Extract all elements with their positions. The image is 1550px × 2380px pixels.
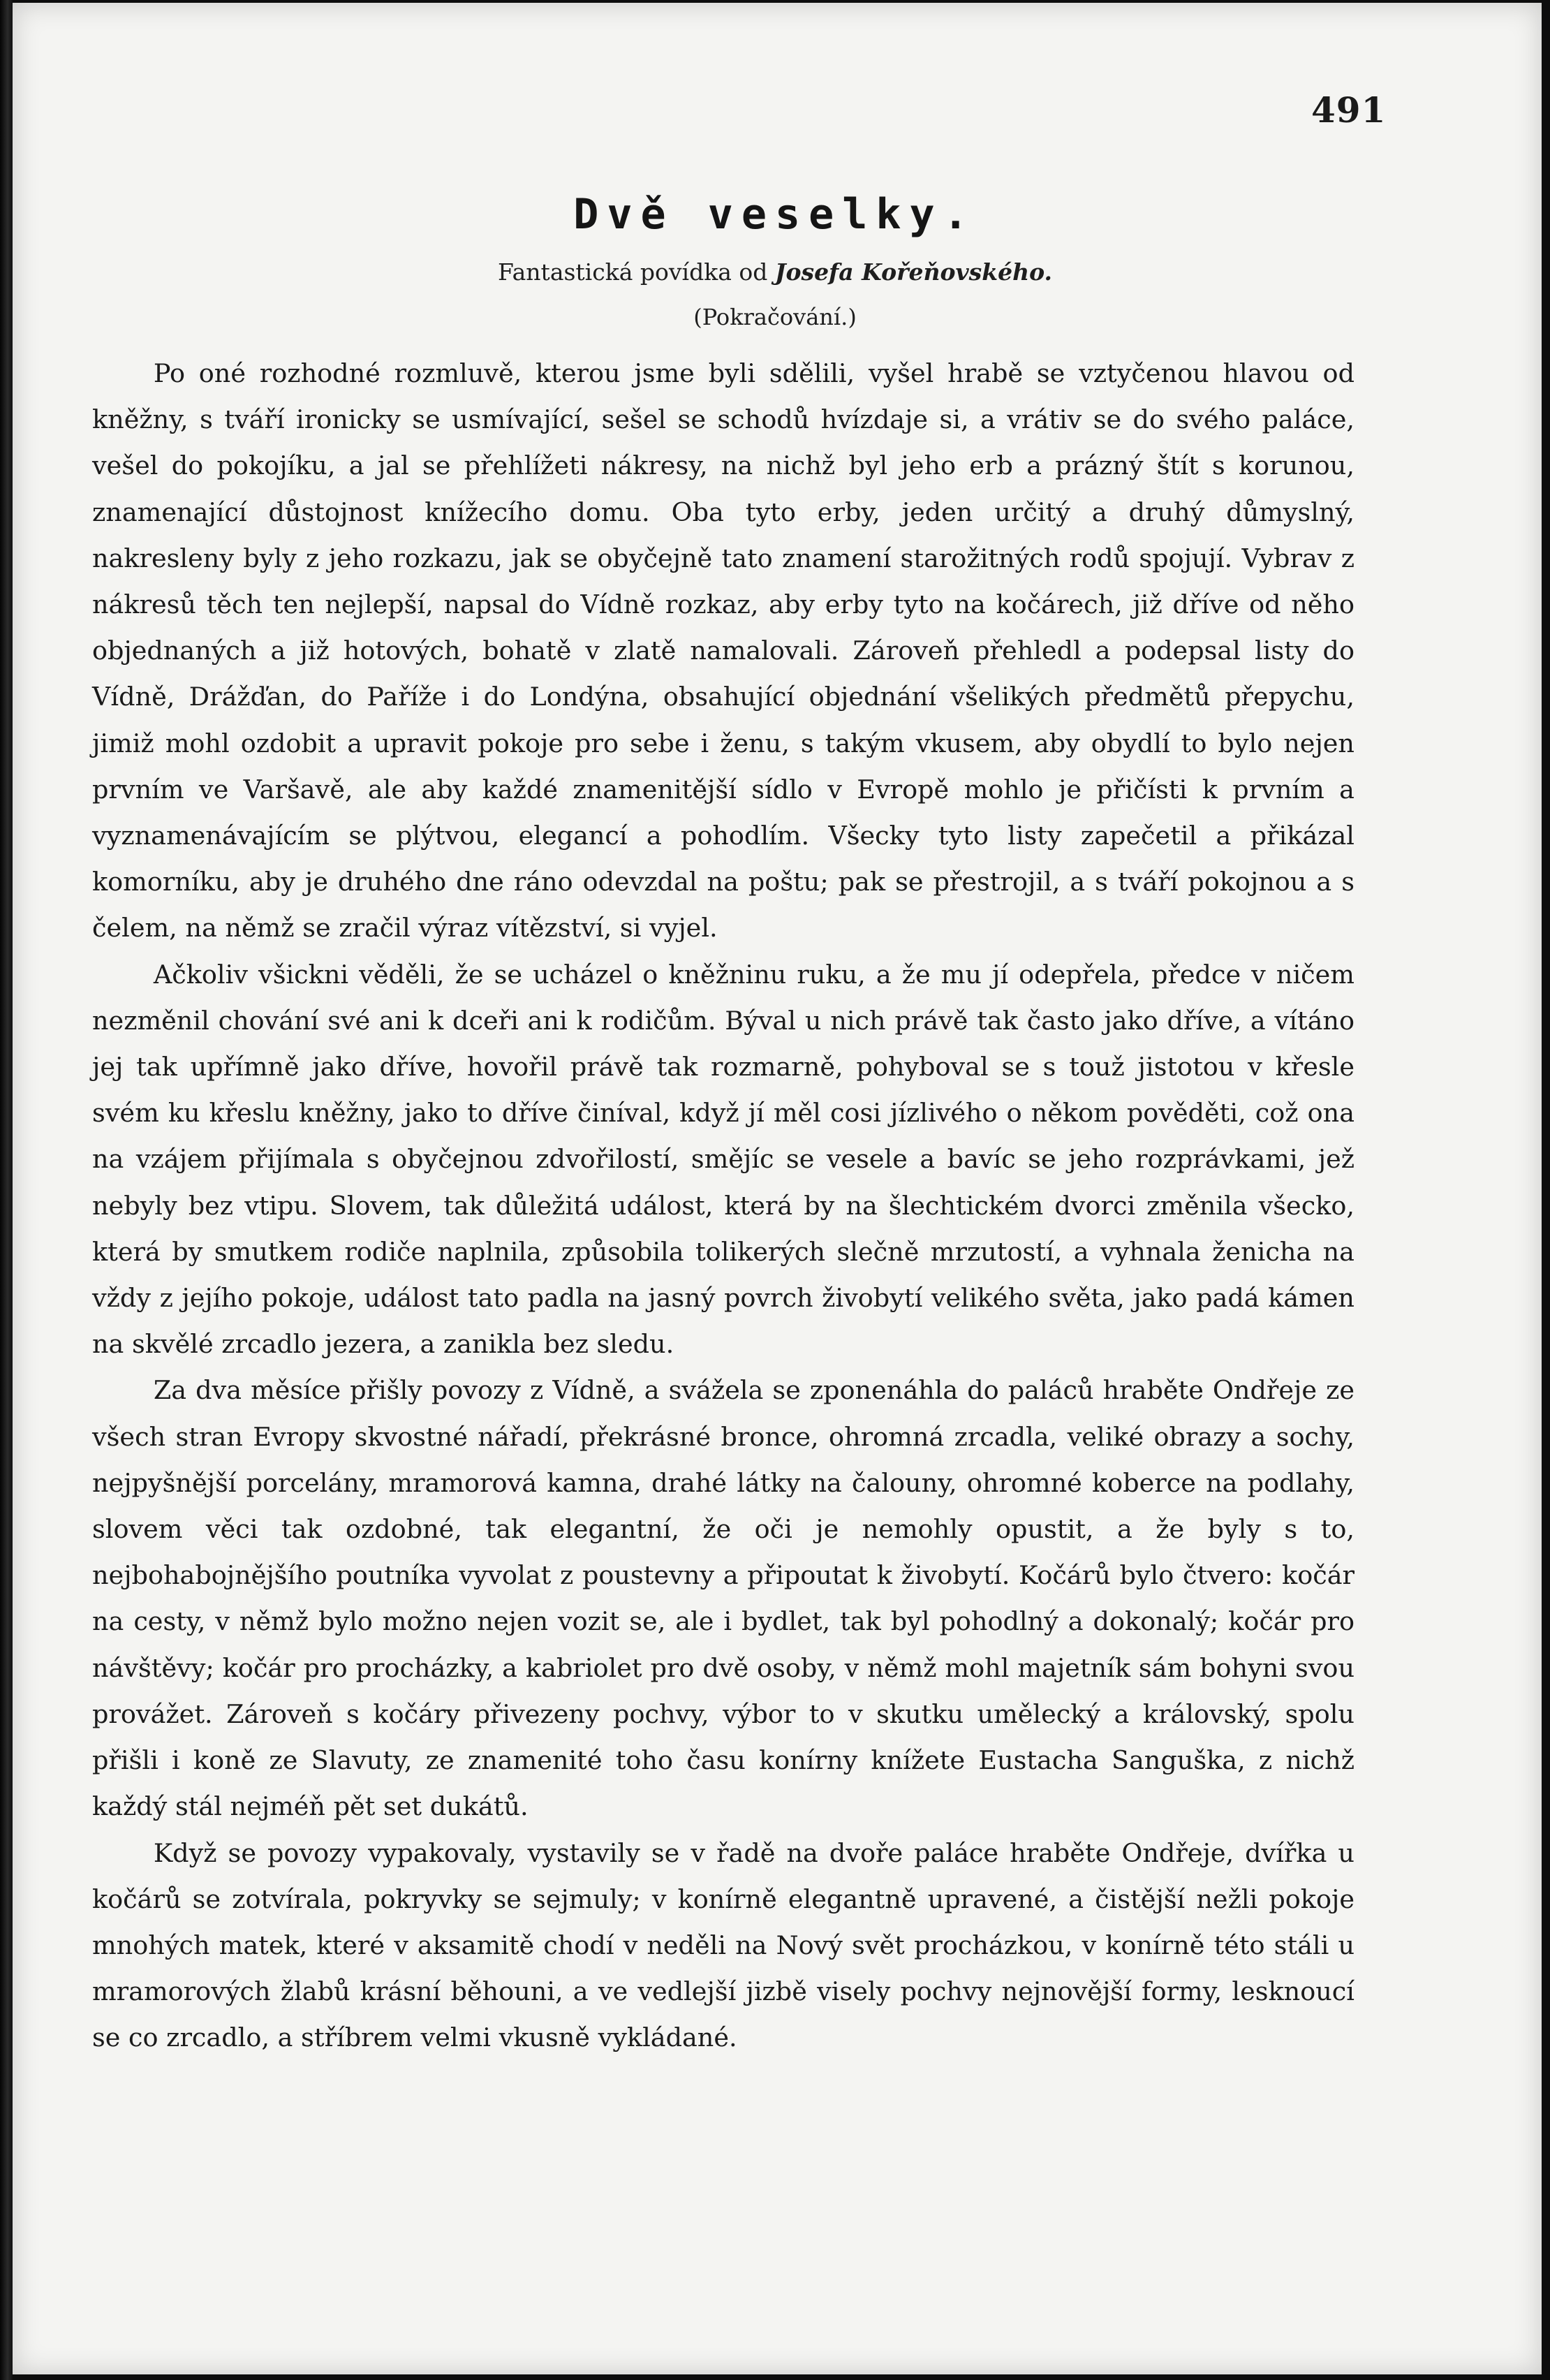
subtitle-prefix: Fantastická povídka od xyxy=(497,258,768,286)
continuation-note: (Pokračování.) xyxy=(693,304,857,330)
page-number: 491 xyxy=(1311,89,1387,131)
article-subtitle xyxy=(0,258,1550,286)
paragraph-4: Když se povozy vypakovaly, vystavily se v řadě na dvoře paláce hraběte Ondřeje, dvířka u kočárů se zotvírala, pokryvky se sejmuly; v konírně elegantně upravené, a čistější nežli pokoje mnohých matek, které v aksamitě chodí v neděli na Nový svět procházkou, v konírně této stáli u mramorových žlabů krásní běhouni, a ve vedlejší jizbě visely pochvy nejnovější formy, lesknoucí se co zrcadlo, a stříbrem velmi vkusně vykládané. xyxy=(92,1837,1355,2053)
article-body xyxy=(92,351,1355,2062)
subtitle-author: Josefa Kořeňovského. xyxy=(774,258,1053,286)
paragraph-1: Po oné rozhodné rozmluvě, kterou jsme byli sdělili, vyšel hrabě se vztyčenou hlavou od kněžny, s tváří ironicky se usmívající, sešel se schodů hvízdaje si, a vrátiv se do svého paláce, vešel do pokojíku, a jal se přehlížeti nákresy, na nichž byl jeho erb a prázný štít s korunou, znamenající důstojnost knížecího domu. Oba tyto erby, jeden určitý a druhý důmyslný, nakresleny byly z jeho rozkazu, jak se obyčejně tato znamení starožitných rodů spojují. Vybrav z nákresů těch ten nejlepší, napsal do Vídně rozkaz, aby erby tyto na kočárech, již dříve od něho objednaných a již hotových, bohatě v zlatě namalovali. Zároveň přehledl a podepsal listy do Vídně, Drážďan, do Paříže i do Londýna, obsahující objednání všelikých předmětů přepychu, jimiž mohl ozdobit a upravit pokoje pro sebe i ženu, s takým vkusem, aby obydlí to bylo nejen prvním ve Varšavě, ale aby každé znamenitější sídlo v Evropě mohlo je přičísti k prvním a vyznamenávajícím se plýtvou, elegancí a pohodlím. Všecky tyto listy zapečetil a přikázal komorníku, aby je druhého dne ráno odevzdal na poštu; pak se přestrojil, a s tváří pokojnou a s čelem, na němž se zračil výraz vítězství, si vyjel. xyxy=(92,358,1355,943)
paragraph-3: Za dva měsíce přišly povozy z Vídně, a svážela se zponenáhla do paláců hraběte Ondřeje ze všech stran Evropy skvostné nářadí, překrásné bronce, ohromná zrcadla, veliké obrazy a sochy, nejpyšnější porcelány, mramorová kamna, drahé látky na čalouny, ohromné koberce na podlahy, slovem věci tak ozdobné, tak elegantní, že oči je nemohly opustit, a že byly s to, nejbohabojnějšího poutníka vyvolat z poustevny a připoutat k živobytí. Kočárů bylo čtvero: kočár na cesty, v němž bylo možno nejen vozit se, ale i bydlet, tak byl pohodlný a dokonalý; kočár pro návštěvy; kočár pro procházky, a kabriolet pro dvě osoby, v němž mohl majetník sám bohyni svou provážet. Zároveň s kočáry přivezeny pochvy, výbor to v skutku umělecký a královský, spolu přišli i koně ze Slavuty, ze znamenité toho času konírny knížete Eustacha Sanguška, z nichž každý stál nejméň pět set dukátů. xyxy=(92,1375,1355,1822)
scan-binding-edge xyxy=(0,0,13,2380)
article-title: Dvě veselky. xyxy=(573,190,977,239)
paragraph-2: Ačkoliv všickni věděli, že se ucházel o kněžninu ruku, a že mu jí odepřela, předce v ničem nezměnil chování své ani k dceři ani k rodičům. Býval u nich právě tak často jako dříve, a vítáno jej tak upřímně jako dříve, hovořil právě tak rozmarně, pohyboval se s touž jistotou v křesle svém ku křeslu kněžny, jako to dříve činíval, když jí měl cosi jízlivého o někom pověděti, což ona na vzájem přijímala s obyčejnou zdvořilostí, smějíc se vesele a bavíc se jeho rozprávkami, jež nebyly bez vtipu. Slovem, tak důležitá událost, která by na šlechtickém dvorci změnila všecko, která by smutkem rodiče naplnila, způsobila tolikerých slečně mrzutostí, a vyhnala ženicha na vždy z jejího pokoje, událost tato padla na jasný povrch živobytí velikého světa, jako padá kámen na skvělé zrcadlo jezera, a zanikla bez sledu. xyxy=(92,959,1355,1360)
